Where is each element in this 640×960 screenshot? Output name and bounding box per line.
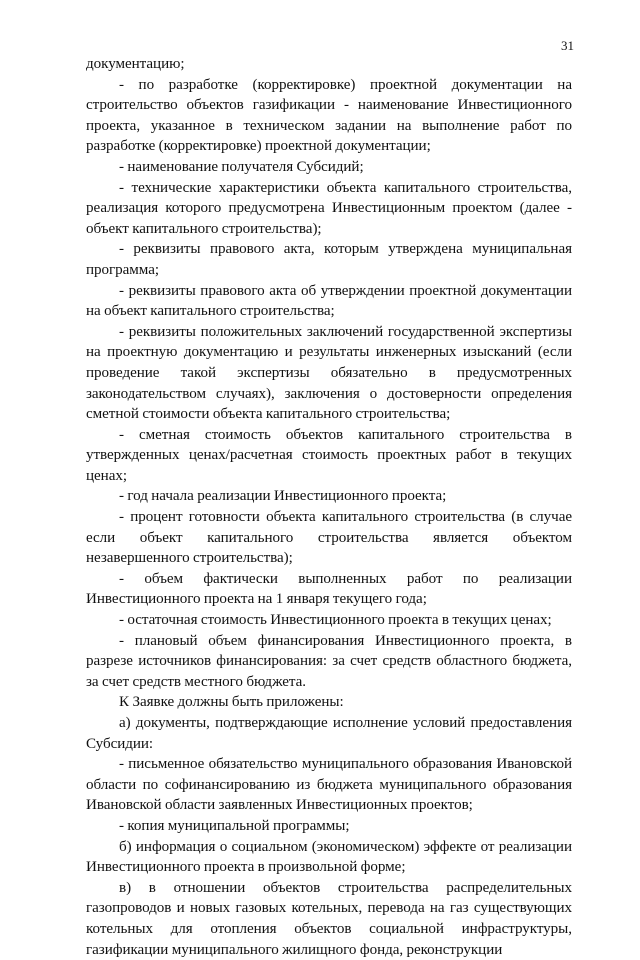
document-body xyxy=(86,54,572,960)
paragraph: - копия муниципальной программы; xyxy=(119,817,350,834)
paragraph: - технические характеристики объекта капитального строительства, реализация которого предусмотрена Инвестиционным проектом (далее - объект капитального строительства); xyxy=(86,179,572,237)
paragraph: - объем фактически выполненных работ по реализации Инвестиционного проекта на 1 января текущего года; xyxy=(86,570,572,608)
paragraph: - процент готовности объекта капитального строительства (в случае если объект капитального строительства является объектом незавершенного строительства); xyxy=(86,509,572,567)
paragraph: К Заявке должны быть приложены: xyxy=(119,694,344,711)
paragraph: документацию; xyxy=(86,56,185,72)
paragraph: - реквизиты правового акта об утверждении проектной документации на объект капитального строительства; xyxy=(86,282,572,320)
paragraph: - наименование получателя Субсидий; xyxy=(119,158,364,175)
paragraph: - письменное обязательство муниципального образования Ивановской области по софинансированию из бюджета муниципального образования Ивановской области заявленных Инвестиционных проектов; xyxy=(86,756,572,814)
paragraph: а) документы, подтверждающие исполнение условий предоставления Субсидии: xyxy=(86,715,572,752)
paragraph: - по разработке (корректировке) проектной документации на строительство объектов газификации - наименование Инвестиционного проекта, указанное в техническом задании на выполнение работ по разработке (корректировке) проектной документации; xyxy=(86,76,572,155)
page-number: 31 xyxy=(561,38,574,53)
paragraph: - реквизиты положительных заключений государственной экспертизы на проектную документацию и результаты инженерных изысканий (если проведение такой экспертизы обязательно в предусмотренных законодательством случаях), заключения о достоверности определения сметной стоимости объекта капитального строительства; xyxy=(86,323,572,423)
paragraph: - год начала реализации Инвестиционного проекта; xyxy=(119,488,447,505)
paragraph: - сметная стоимость объектов капитального строительства в утвержденных ценах/расчетная стоимость проектных работ в текущих ценах; xyxy=(86,426,572,484)
paragraph: - плановый объем финансирования Инвестиционного проекта, в разрезе источников финансирования: за счет средств областного бюджета, за счет средств местного бюджета. xyxy=(86,632,572,690)
paragraph: в) в отношении объектов строительства распределительных газопроводов и новых газовых котельных, перевода на газ существующих котельных для отопления объектов социальной инфраструктуры, газификации муниципального жилищного фонда, реконструкции xyxy=(86,879,572,958)
paragraph: - реквизиты правового акта, которым утверждена муниципальная программа; xyxy=(86,241,572,278)
paragraph: - остаточная стоимость Инвестиционного проекта в текущих ценах; xyxy=(119,612,552,629)
paragraph: б) информация о социальном (экономическом) эффекте от реализации Инвестиционного проекта в произвольной форме; xyxy=(86,838,572,876)
